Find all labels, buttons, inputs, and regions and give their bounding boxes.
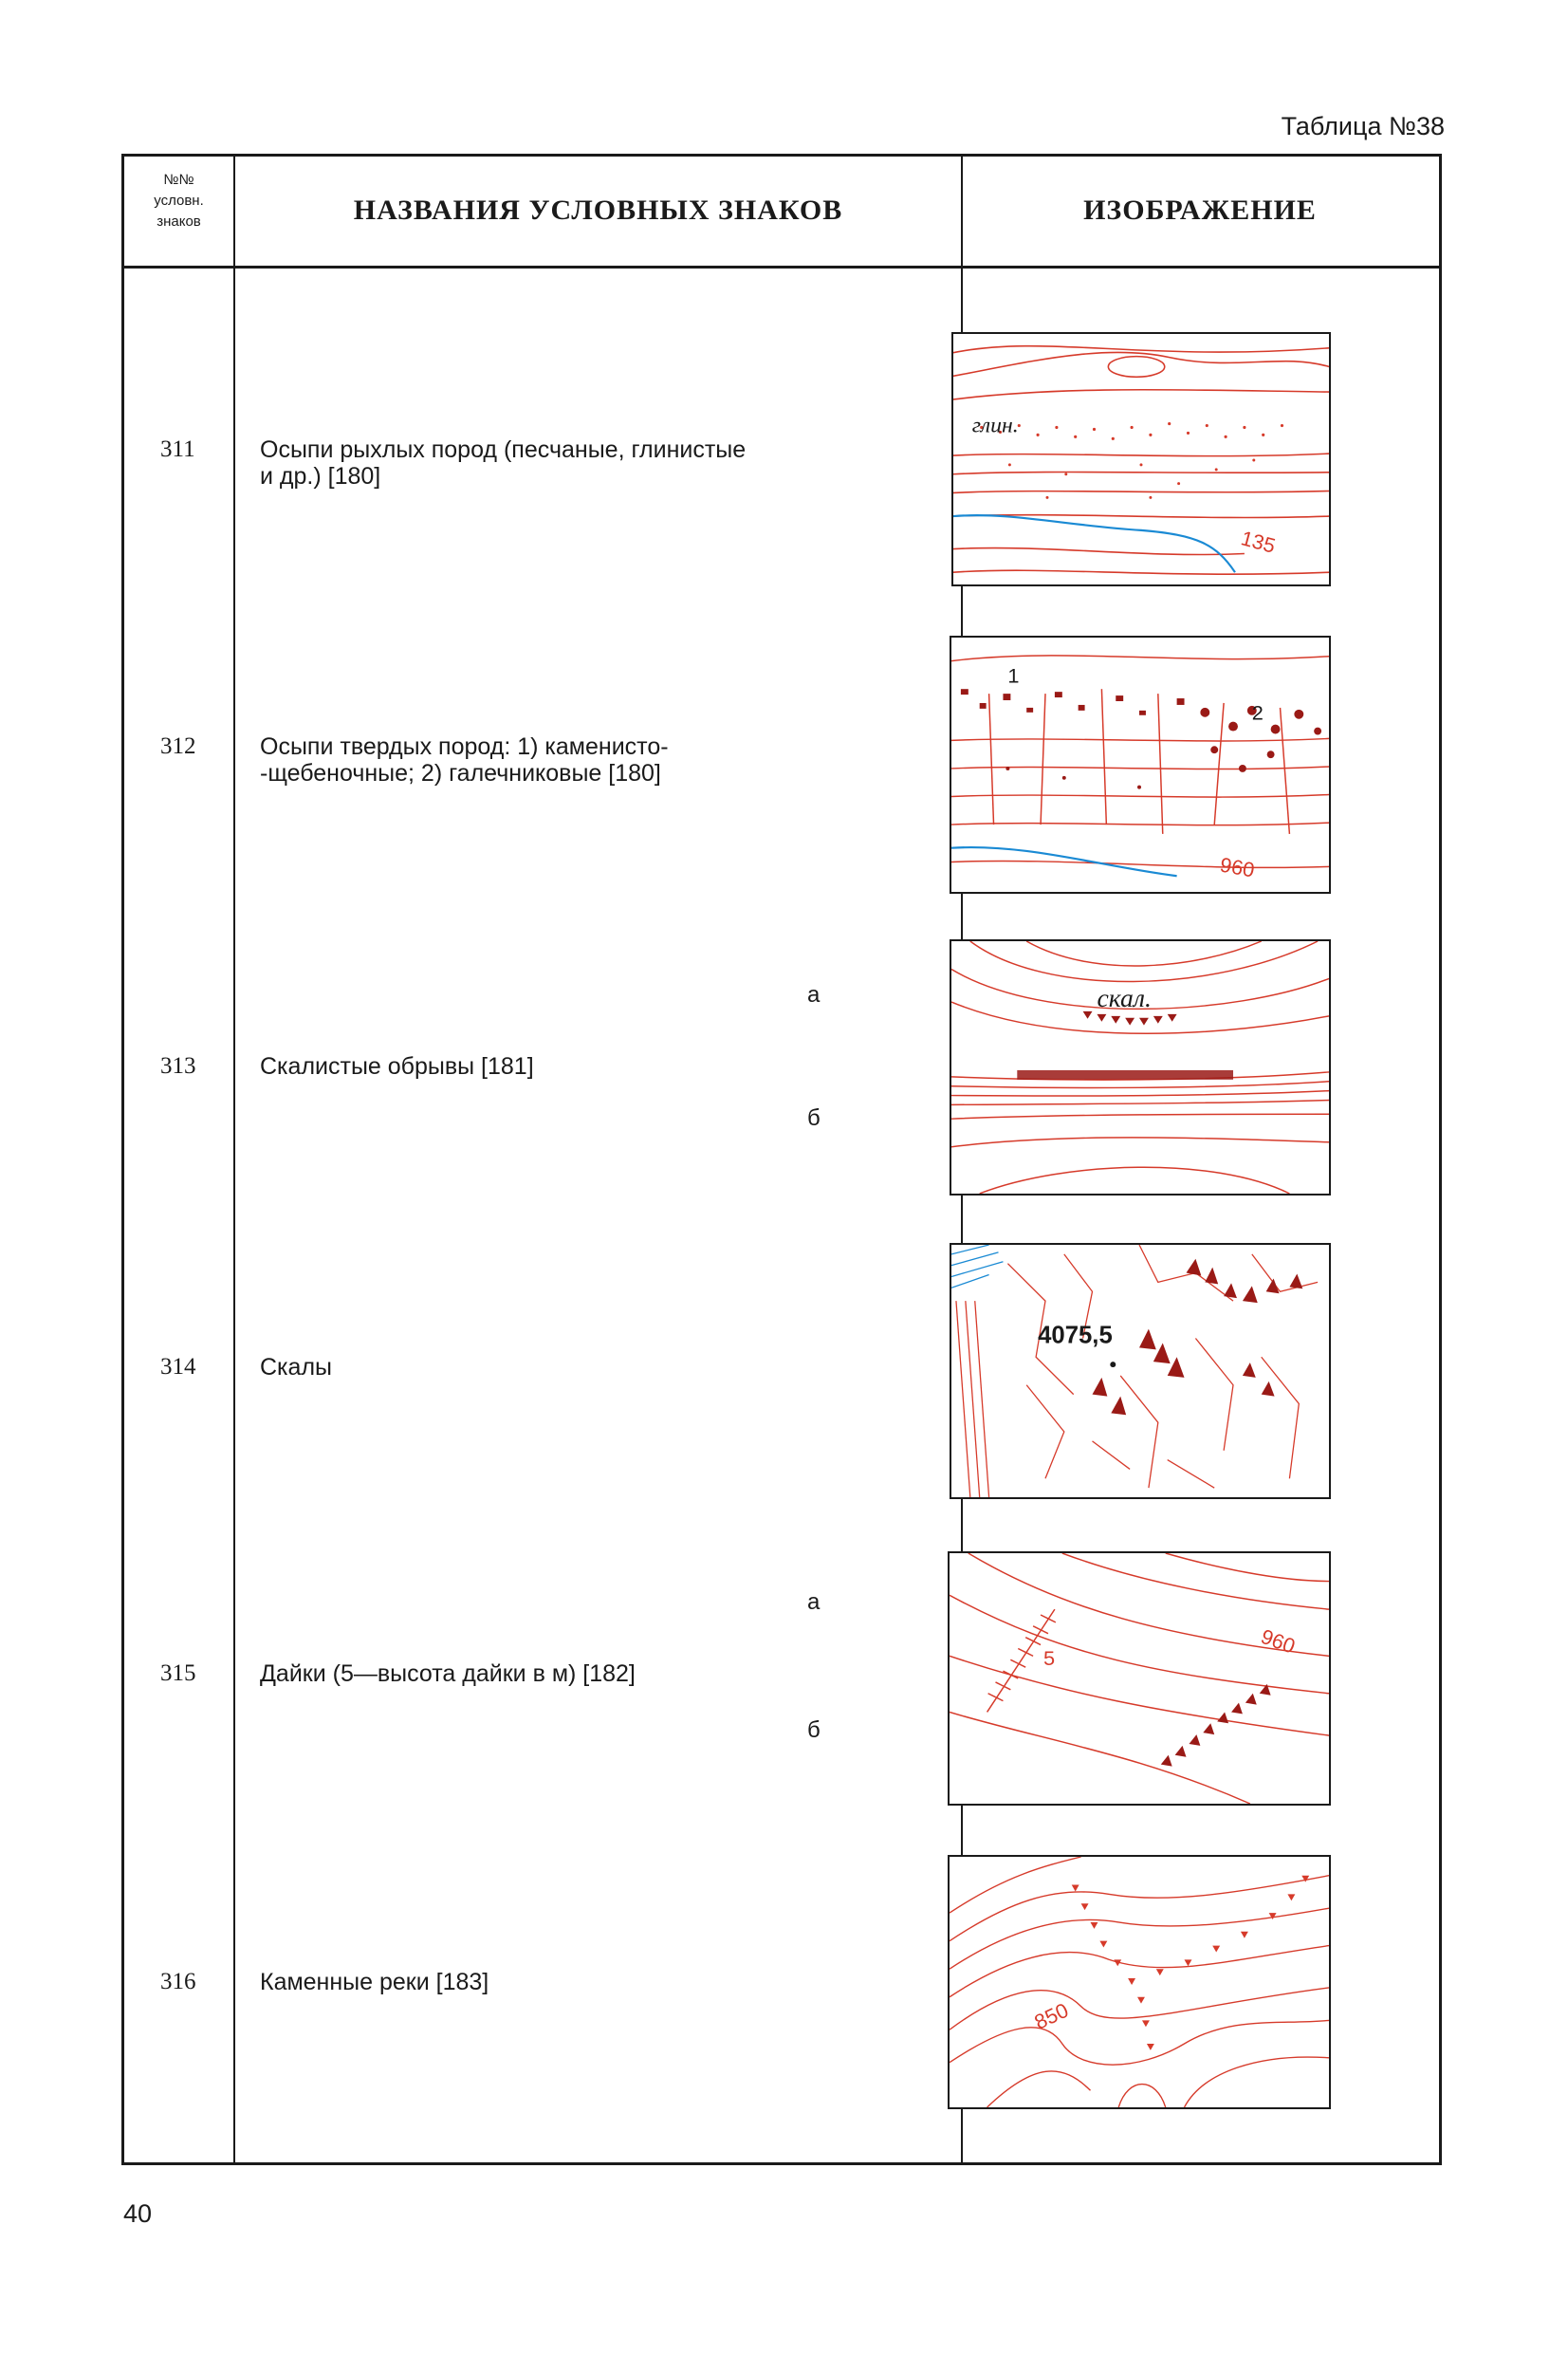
header-names: НАЗВАНИЯ УСЛОВНЫХ ЗНАКОВ [353,195,843,226]
map-label: 2 [1251,700,1264,725]
map-image-315 [948,1551,1331,1806]
header-image: ИЗОБРАЖЕНИЕ [1083,195,1317,226]
map-label: глин. [971,413,1019,438]
map-image-316 [948,1855,1331,2109]
map-label: 135 [1238,526,1279,558]
row-name: Осыпи рыхлых пород (песчаные, глинистые и др.) [180] [260,436,747,490]
row-number: 311 [160,436,195,462]
map-label: скал. [1097,983,1152,1012]
row-number: 315 [160,1660,196,1686]
row-number: 316 [160,1969,196,1994]
row-number: 314 [160,1354,196,1380]
table-label: Таблица №38 [1281,112,1445,140]
variant-a-label: а [807,982,821,1008]
map-label: 4075,5 [1038,1322,1113,1349]
row-number: 313 [160,1053,196,1079]
map-image-314 [950,1243,1331,1499]
variant-b-label: б [807,1717,821,1743]
map-label: 1 [1007,663,1020,688]
map-image-313 [950,939,1331,1196]
legend-table [121,154,1442,2165]
map-label: 5 [1043,1646,1056,1671]
map-label: 960 [1218,852,1257,882]
row-name: Дайки (5—высота дайки в м) [182] [260,1660,636,1687]
column-divider-1 [233,157,235,2162]
map-image-312 [950,636,1331,894]
header-number: №№ условн. знаков [154,172,204,230]
variant-a-label: а [807,1589,821,1615]
header-divider [124,266,1439,269]
page-number: 40 [123,2199,153,2228]
row-name: Осыпи твердых пород: 1) каменисто- -щебеночные; 2) галечниковые [180] [260,733,669,787]
map-label: 960 [1258,1623,1299,1659]
row-name: Скалистые обрывы [181] [260,1053,534,1080]
row-name: Каменные реки [183] [260,1969,489,1995]
map-image-311 [951,332,1331,586]
map-label: 850 [1030,1997,1073,2034]
variant-b-label: б [807,1105,821,1131]
row-number: 312 [160,733,196,759]
row-name: Скалы [260,1354,333,1381]
